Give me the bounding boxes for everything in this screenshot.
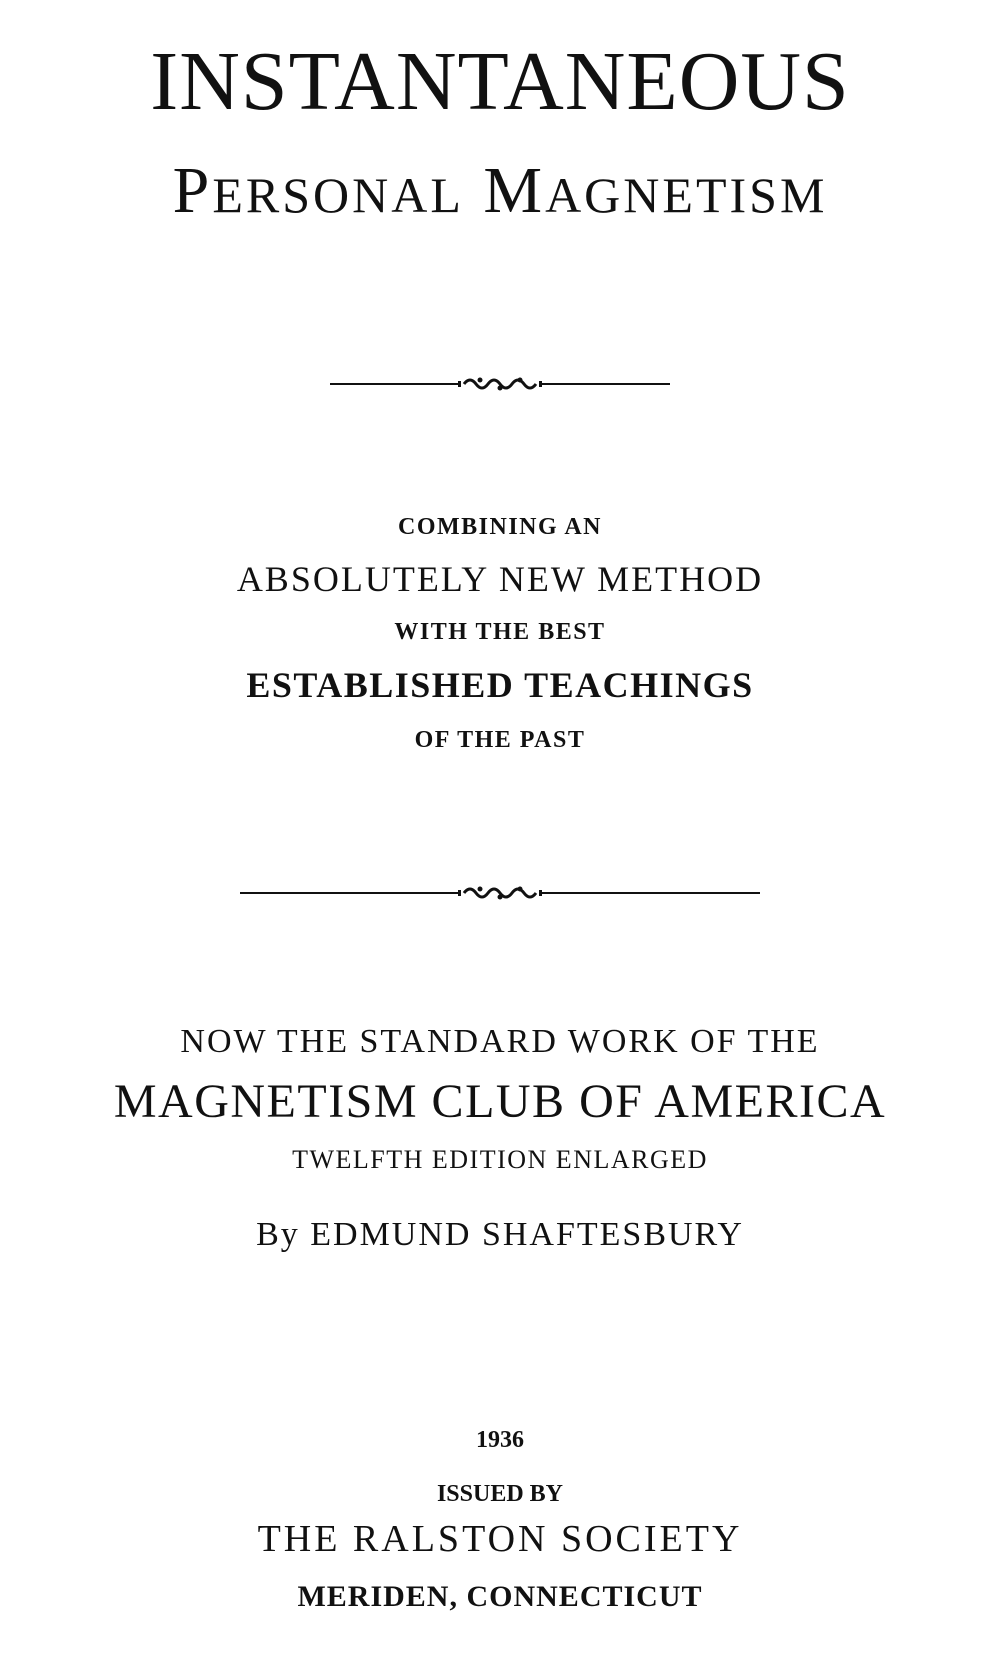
ornament-icon — [330, 374, 670, 394]
description-line-5: OF THE PAST — [414, 727, 586, 753]
standard-work-line: NOW THE STANDARD WORK OF THE — [180, 1023, 820, 1060]
description-line-4: ESTABLISHED TEACHINGS — [246, 665, 754, 705]
subtitle-initial-m: M — [483, 154, 546, 227]
subtitle-initial-p: P — [172, 154, 213, 227]
description-line-3: WITH THE BEST — [394, 619, 606, 645]
ornamental-divider-middle — [0, 883, 1000, 903]
book-title: INSTANTANEOUS — [150, 35, 850, 128]
ornamental-divider-top — [0, 374, 1000, 394]
subtitle-word-ersonal: ERSONAL — [212, 167, 464, 223]
publication-year: 1936 — [476, 1427, 524, 1453]
author-line: By EDMUND SHAFTESBURY — [256, 1216, 744, 1253]
description-line-1: COMBINING AN — [397, 514, 602, 540]
description-line-2: ABSOLUTELY NEW METHOD — [236, 559, 764, 599]
issued-by-line: ISSUED BY — [436, 1481, 564, 1507]
edition-line: TWELFTH EDITION ENLARGED — [292, 1145, 708, 1174]
subtitle-word-agnetism: AGNETISM — [545, 167, 828, 223]
club-name: MAGNETISM CLUB OF AMERICA — [113, 1075, 887, 1128]
publisher-place: MERIDEN, CONNECTICUT — [297, 1580, 703, 1613]
ornament-icon — [240, 883, 760, 903]
book-subtitle — [0, 154, 1000, 227]
publisher-name: THE RALSTON SOCIETY — [257, 1518, 743, 1560]
